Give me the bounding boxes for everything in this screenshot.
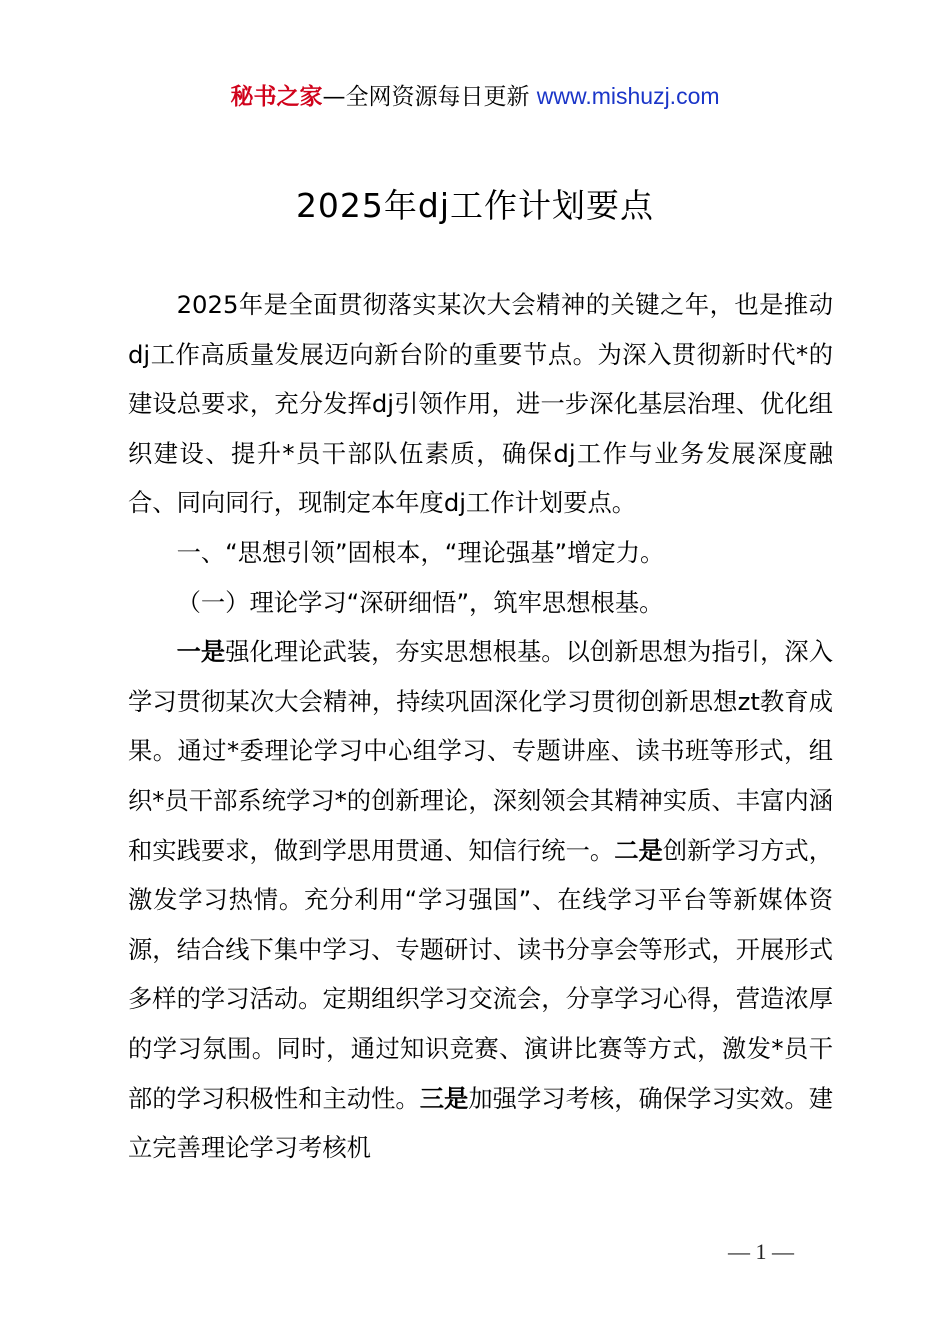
document-title: 2025年dj工作计划要点 xyxy=(295,186,655,225)
page-number: — 1 — xyxy=(728,1239,794,1264)
point-paragraph xyxy=(128,627,833,1173)
point-lead: 二是 xyxy=(614,835,663,865)
point-text: 加强学习考核，确保学习实效。建立完善理论学习考核机 xyxy=(128,1083,834,1163)
site-brand: 秘书之家 xyxy=(230,84,323,110)
document-body xyxy=(128,280,833,1173)
point-text: 创新学习方式，激发学习热情。充分利用“学习强国”、在线学习平台等新媒体资源，结合线下集中学习、专题研讨、读书分享会等形式，开展形式多样的学习活动。定期组织学习交流会，分享学习心得，营造浓厚的学习氛围。同时，通过知识竞赛、演讲比赛等方式，激发*员干部的学习积极性和主动性。 xyxy=(128,835,834,1113)
section-heading: 一、“思想引领”固根本，“理论强基”增定力。 xyxy=(176,537,665,567)
point-lead: 一是 xyxy=(176,637,226,667)
site-url-link[interactable]: www.mishuzj.com xyxy=(536,83,720,109)
site-header xyxy=(0,80,950,113)
point-text: 强化理论武装，夯实思想根基。以创新思想为指引，深入学习贯彻某次大会精神，持续巩固深化学习贯彻创新思想zt教育成果。通过*委理论学习中心组学习、专题讲座、读书班等形式，组织*员干部系统学习*的创新理论，深刻领会其精神实质、丰富内涵和实践要求，做到学思用贯通、知信行统一。 xyxy=(128,637,833,865)
section-subheading: （一）理论学习“深研细悟”，筑牢思想根基。 xyxy=(176,587,664,617)
point-lead: 三是 xyxy=(419,1083,469,1113)
intro-paragraph: 2025年是全面贯彻落实某次大会精神的关键之年，也是推动dj工作高质量发展迈向新台阶的重要节点。为深入贯彻新时代*的建设总要求，充分发挥dj引领作用，进一步深化基层治理、优化组织建设、提升*员干部队伍素质，确保dj工作与业务发展深度融合、同向同行，现制定本年度dj工作计划要点。 xyxy=(128,290,833,518)
site-tagline: —全网资源每日更新 xyxy=(322,84,530,110)
